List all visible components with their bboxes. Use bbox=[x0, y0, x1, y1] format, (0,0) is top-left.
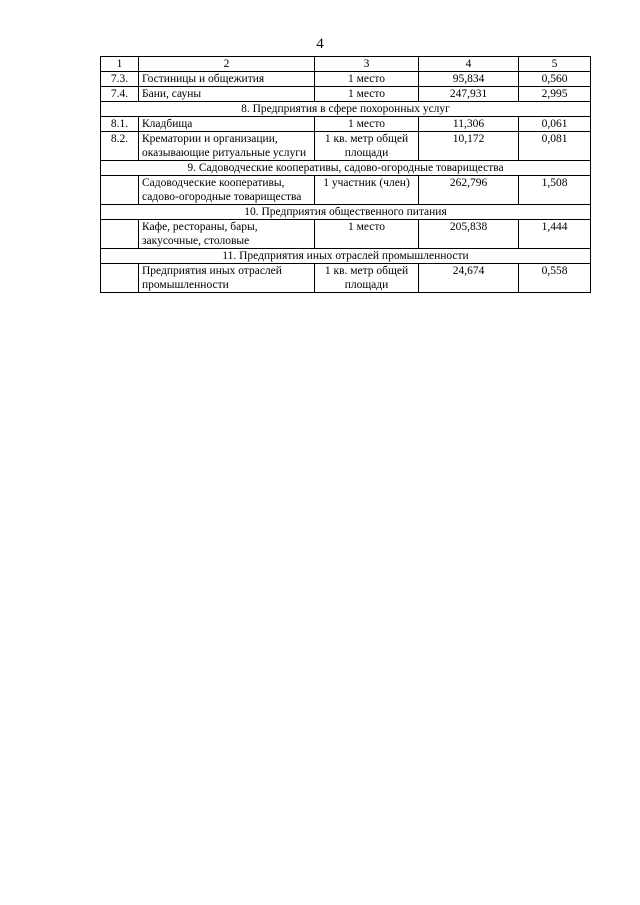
section-heading-row bbox=[101, 161, 591, 176]
table-row bbox=[101, 87, 591, 102]
table-row bbox=[101, 220, 591, 249]
row-number bbox=[101, 220, 139, 249]
table-row bbox=[101, 72, 591, 87]
row-name: Предприятия иных отраслей промышленности bbox=[139, 264, 315, 293]
norms-table bbox=[100, 56, 591, 293]
row-value: 11,306 bbox=[419, 117, 519, 132]
row-coefficient: 0,061 bbox=[519, 117, 591, 132]
section-title: 11. Предприятия иных отраслей промышленности bbox=[101, 249, 591, 264]
row-number: 7.4. bbox=[101, 87, 139, 102]
section-title: 8. Предприятия в сфере похоронных услуг bbox=[101, 102, 591, 117]
row-number: 8.2. bbox=[101, 132, 139, 161]
row-coefficient: 1,444 bbox=[519, 220, 591, 249]
row-unit: 1 кв. метр общей площади bbox=[315, 132, 419, 161]
column-header: 3 bbox=[315, 57, 419, 72]
row-name: Кафе, рестораны, бары, закусочные, столовые bbox=[139, 220, 315, 249]
row-value: 24,674 bbox=[419, 264, 519, 293]
column-header: 2 bbox=[139, 57, 315, 72]
row-coefficient: 0,081 bbox=[519, 132, 591, 161]
row-coefficient: 1,508 bbox=[519, 176, 591, 205]
row-unit: 1 место bbox=[315, 220, 419, 249]
section-title: 10. Предприятия общественного питания bbox=[101, 205, 591, 220]
section-heading-row bbox=[101, 249, 591, 264]
table-header-row bbox=[101, 57, 591, 72]
row-unit: 1 кв. метр общей площади bbox=[315, 264, 419, 293]
row-unit: 1 место bbox=[315, 72, 419, 87]
row-unit: 1 место bbox=[315, 117, 419, 132]
row-value: 10,172 bbox=[419, 132, 519, 161]
row-coefficient: 0,558 bbox=[519, 264, 591, 293]
row-value: 95,834 bbox=[419, 72, 519, 87]
row-unit: 1 место bbox=[315, 87, 419, 102]
page-number: 4 bbox=[316, 36, 324, 52]
row-coefficient: 2,995 bbox=[519, 87, 591, 102]
row-coefficient: 0,560 bbox=[519, 72, 591, 87]
row-name: Кладбища bbox=[139, 117, 315, 132]
row-number: 8.1. bbox=[101, 117, 139, 132]
row-number bbox=[101, 264, 139, 293]
row-value: 262,796 bbox=[419, 176, 519, 205]
column-header: 1 bbox=[101, 57, 139, 72]
table-row bbox=[101, 264, 591, 293]
row-name: Бани, сауны bbox=[139, 87, 315, 102]
row-name: Садоводческие кооперативы, садово-огородные товарищества bbox=[139, 176, 315, 205]
table-row bbox=[101, 117, 591, 132]
table-row bbox=[101, 176, 591, 205]
column-header: 5 bbox=[519, 57, 591, 72]
row-name: Крематории и организации, оказывающие ритуальные услуги bbox=[139, 132, 315, 161]
row-unit: 1 участник (член) bbox=[315, 176, 419, 205]
row-number: 7.3. bbox=[101, 72, 139, 87]
row-name: Гостиницы и общежития bbox=[139, 72, 315, 87]
row-value: 205,838 bbox=[419, 220, 519, 249]
row-number bbox=[101, 176, 139, 205]
column-header: 4 bbox=[419, 57, 519, 72]
section-heading-row bbox=[101, 102, 591, 117]
row-value: 247,931 bbox=[419, 87, 519, 102]
section-title: 9. Садоводческие кооперативы, садово-огородные товарищества bbox=[101, 161, 591, 176]
table-row bbox=[101, 132, 591, 161]
section-heading-row bbox=[101, 205, 591, 220]
